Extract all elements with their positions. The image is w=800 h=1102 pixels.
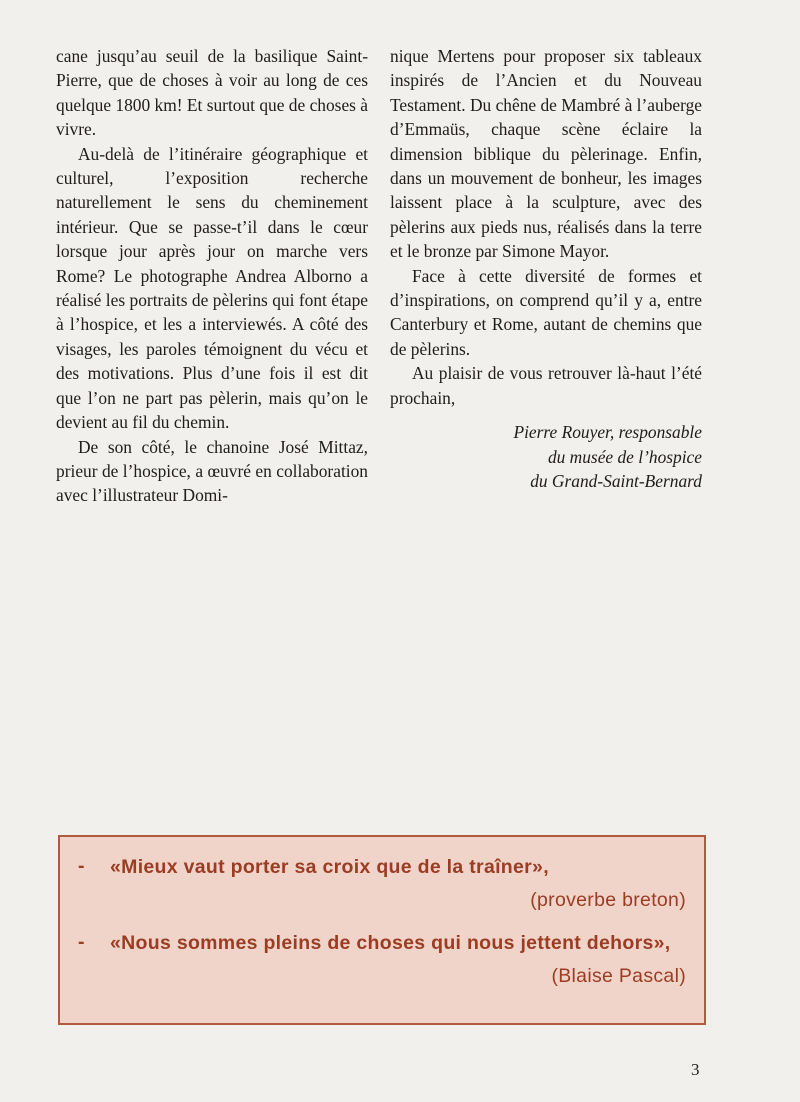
signature-line: Pierre Rouyer, responsable <box>513 422 702 443</box>
quote-text: «Nous sommes pleins de choses qui nous jettent dehors», <box>110 932 671 954</box>
quote-source: (proverbe breton) <box>530 889 686 911</box>
dash: - <box>78 931 85 953</box>
dash: - <box>78 855 85 877</box>
paragraph: Face à cette diversité de formes et d’inspirations, on comprend qu’il y a, entre Canterbury et Rome, autant de chemins que de pèlerins. <box>390 265 702 359</box>
paragraph: Au plaisir de vous retrouver là-haut l’été prochain, <box>390 363 702 408</box>
signature-line: du musée de l’hospice <box>547 446 702 467</box>
signature <box>390 420 702 493</box>
quote-item <box>78 855 686 880</box>
left-column <box>56 44 368 508</box>
paragraph: cane jusqu’au seuil de la basilique Saint-Pierre, que de choses à voir au long de ces quelque 1800 km! Et surtout que de choses à vivre. <box>56 46 368 140</box>
right-column <box>390 44 702 493</box>
page-number: 3 <box>691 1060 700 1079</box>
paragraph: De son côté, le chanoine José Mittaz, prieur de l’hospice, a œuvré en collaboration avec l’illustrateur Domi- <box>56 436 368 506</box>
signature-line: du Grand-Saint-Bernard <box>530 470 702 491</box>
quote-text: «Mieux vaut porter sa croix que de la traîner», <box>110 856 549 878</box>
paragraph: Au-delà de l’itinéraire géographique et culturel, l’exposition recherche naturellement le sens du cheminement intérieur. Que se passe-t’il dans le cœur lorsque jour après jour on marche vers Rome? Le photographe Andrea Alborno a réalisé les portraits de pèlerins qui font étape à l’hospice, et les a interviewés. A côté des visages, les paroles témoignent du vécu et des motivations. Plus d’une fois il est dit que l’on ne part pas pèlerin, mais qu’on le devient au fil du chemin. <box>56 143 368 433</box>
quote-item <box>78 931 686 956</box>
quote-source: (Blaise Pascal) <box>551 965 686 987</box>
paragraph: nique Mertens pour proposer six tableaux inspirés de l’Ancien et du Nouveau Testament. Du chêne de Mambré à l’auberge d’Emmaüs, chaque scène éclaire la dimension biblique du pèlerinage. Enfin, dans un mouvement de bonheur, les images laissent place à la sculpture, avec des pèlerins aux pieds nus, réalisés dans la terre et le bronze par Simone Mayor. <box>390 46 702 262</box>
quote-box <box>58 835 706 1025</box>
